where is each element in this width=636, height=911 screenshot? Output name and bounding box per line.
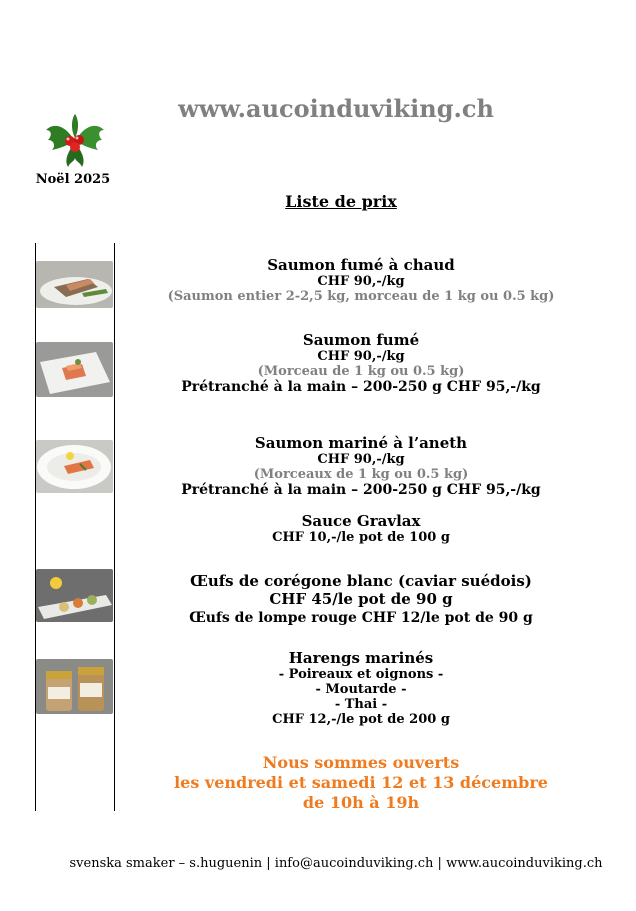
season-label: Noël 2025 bbox=[35, 172, 111, 187]
opening-announcement bbox=[150, 753, 572, 813]
product-price: CHF 10,-/le pot de 100 g bbox=[272, 530, 450, 545]
product-price: CHF 90,-/kg bbox=[317, 349, 405, 364]
product-marinated-salmon bbox=[150, 434, 572, 498]
product-sliced-price: Prétranché à la main – 200-250 g CHF 95,-/kg bbox=[181, 379, 541, 395]
product-price: CHF 90,-/kg bbox=[317, 452, 405, 467]
product-secondary-price: Œufs de lompe rouge CHF 12/le pot de 90 g bbox=[189, 610, 533, 626]
product-variant: - Thai - bbox=[334, 697, 388, 712]
product-name: Saumon mariné à l’aneth bbox=[254, 434, 468, 452]
holly-icon bbox=[44, 112, 106, 168]
product-fish-roe bbox=[150, 572, 572, 626]
smoked-salmon-photo bbox=[36, 342, 113, 397]
product-smoked-salmon bbox=[150, 331, 572, 395]
product-price: CHF 12,-/le pot de 200 g bbox=[272, 712, 450, 727]
announcement-line: les vendredi et samedi 12 et 13 décembre bbox=[174, 773, 548, 792]
product-herring bbox=[150, 649, 572, 727]
product-note: (Morceau de 1 kg ou 0.5 kg) bbox=[257, 364, 465, 379]
product-price: CHF 45/le pot de 90 g bbox=[269, 590, 453, 608]
product-name: Saumon fumé bbox=[302, 331, 420, 349]
product-name: Harengs marinés bbox=[288, 649, 434, 667]
footer-contact: svenska smaker – s.huguenin | info@aucoinduviking.ch | www.aucoinduviking.ch bbox=[69, 856, 603, 871]
website-title: www.aucoinduviking.ch bbox=[178, 94, 494, 123]
product-gravlax-sauce bbox=[150, 512, 572, 545]
herring-jars-photo bbox=[36, 659, 113, 714]
left-border-line bbox=[35, 243, 36, 811]
product-name: Sauce Gravlax bbox=[301, 512, 421, 530]
product-sliced-price: Prétranché à la main – 200-250 g CHF 95,-/kg bbox=[181, 482, 541, 498]
marinated-salmon-photo bbox=[36, 440, 113, 493]
announcement-line: Nous sommes ouverts bbox=[262, 753, 460, 772]
product-variant: - Poireaux et oignons - bbox=[278, 667, 444, 682]
product-name: Œufs de corégone blanc (caviar suédois) bbox=[190, 572, 532, 590]
product-note: (Saumon entier 2-2,5 kg, morceau de 1 kg ou 0.5 kg) bbox=[167, 289, 555, 304]
product-variant: - Moutarde - bbox=[315, 682, 407, 697]
product-note: (Morceaux de 1 kg ou 0.5 kg) bbox=[253, 467, 469, 482]
price-list-title: Liste de prix bbox=[285, 192, 397, 211]
fish-roe-photo bbox=[36, 569, 113, 622]
announcement-line: de 10h à 19h bbox=[302, 793, 420, 812]
hot-smoked-salmon-photo bbox=[36, 261, 113, 308]
product-hot-smoked-salmon bbox=[150, 256, 572, 304]
product-price: CHF 90,-/kg bbox=[317, 274, 405, 289]
product-name: Saumon fumé à chaud bbox=[267, 256, 455, 274]
right-border-line bbox=[114, 243, 115, 811]
